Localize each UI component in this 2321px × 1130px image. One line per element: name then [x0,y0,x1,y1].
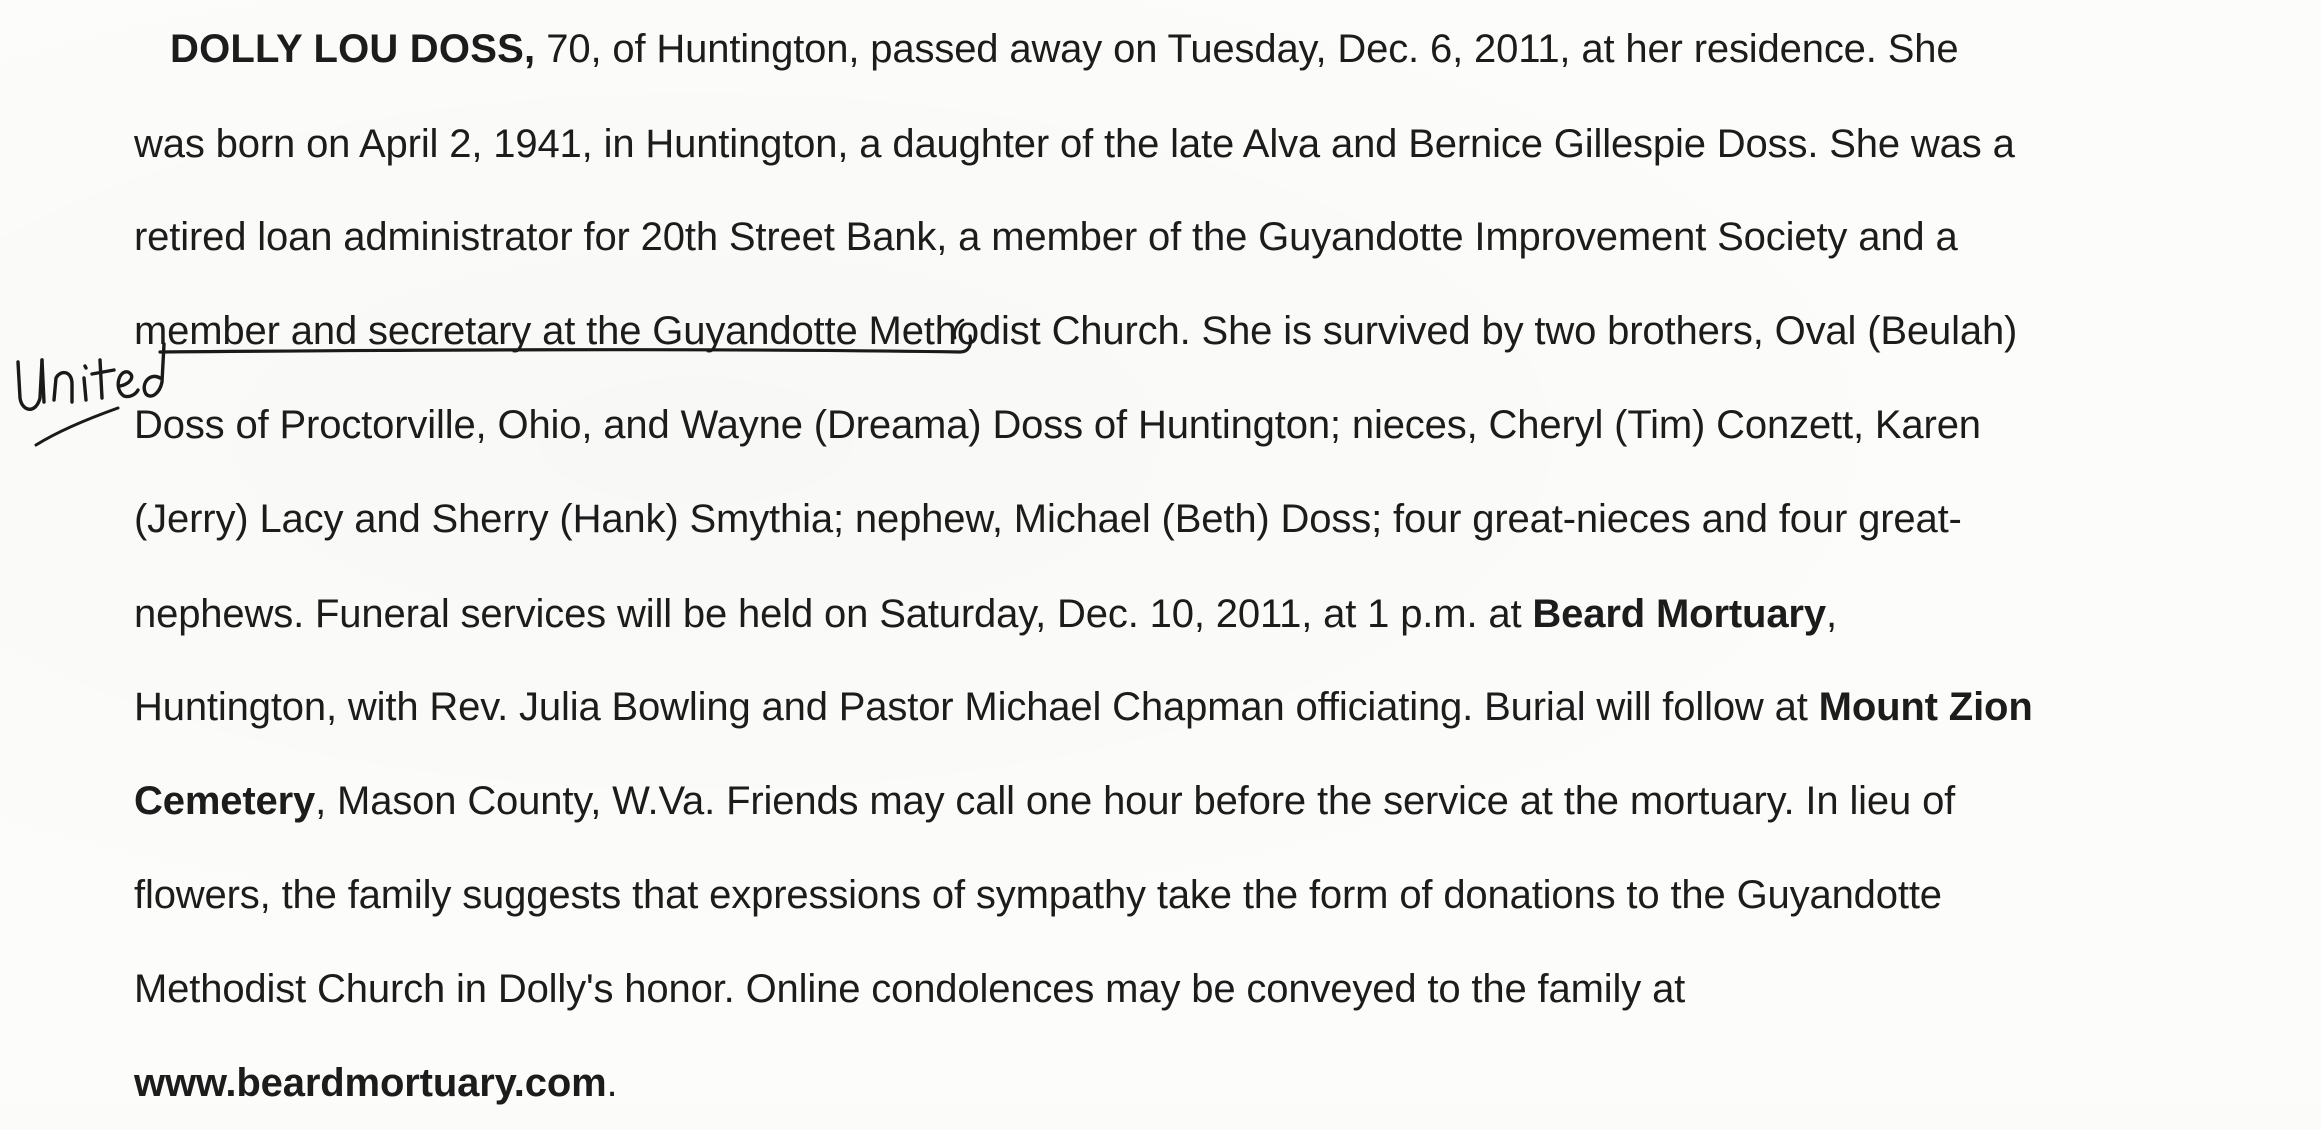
deceased-name: DOLLY LOU DOSS, [170,27,536,71]
obituary-line [134,567,1837,661]
cemetery-name: Mount Zion [1818,685,2033,729]
obituary-line: (Jerry) Lacy and Sherry (Hank) Smythia; nephew, Michael (Beth) Doss; four great-nieces and four great- [134,497,1962,541]
line-text: , [1825,592,1837,636]
cemetery-name-cont: Cemetery [134,779,316,823]
obituary-line: member and secretary at the Guyandotte Methodist Church. She is survived by two brothers, Oval (Beulah) [134,309,2018,353]
line-text: nephews. Funeral services will be held on Saturday, Dec. 10, 2011, at 1 p.m. at [134,592,1533,636]
obituary-line [134,754,1955,848]
line-text: 70, of Huntington, passed away on Tuesday, Dec. 6, 2011, at her residence. She [535,27,1959,71]
leader-line [36,408,118,445]
obituary-line: was born on April 2, 1941, in Huntington, a daughter of the late Alva and Bernice Gillespie Doss. She was a [134,122,2015,166]
line-text: , Mason County, W.Va. Friends may call one hour before the service at the mortuary. In lieu of [315,779,1956,823]
obituary-line: flowers, the family suggests that expressions of sympathy take the form of donations to the Guyandotte [134,873,1942,917]
obituary-line: retired loan administrator for 20th Street Bank, a member of the Guyandotte Improvement Society and a [134,215,1958,259]
line-text: Huntington, with Rev. Julia Bowling and Pastor Michael Chapman officiating. Burial will follow at [134,685,1819,729]
website-url: www.beardmortuary.com [134,1061,607,1105]
mortuary-name: Beard Mortuary [1532,592,1826,636]
obituary-line [134,1036,617,1130]
obituary-line [170,2,1958,96]
obituary-line: Methodist Church in Dolly's honor. Online condolences may be conveyed to the family at [134,967,1686,1011]
obituary-line: Doss of Proctorville, Ohio, and Wayne (Dreama) Doss of Huntington; nieces, Cheryl (Tim) Conzett, Karen [134,403,1981,447]
line-text: . [606,1061,618,1105]
obituary-line [134,660,2033,754]
